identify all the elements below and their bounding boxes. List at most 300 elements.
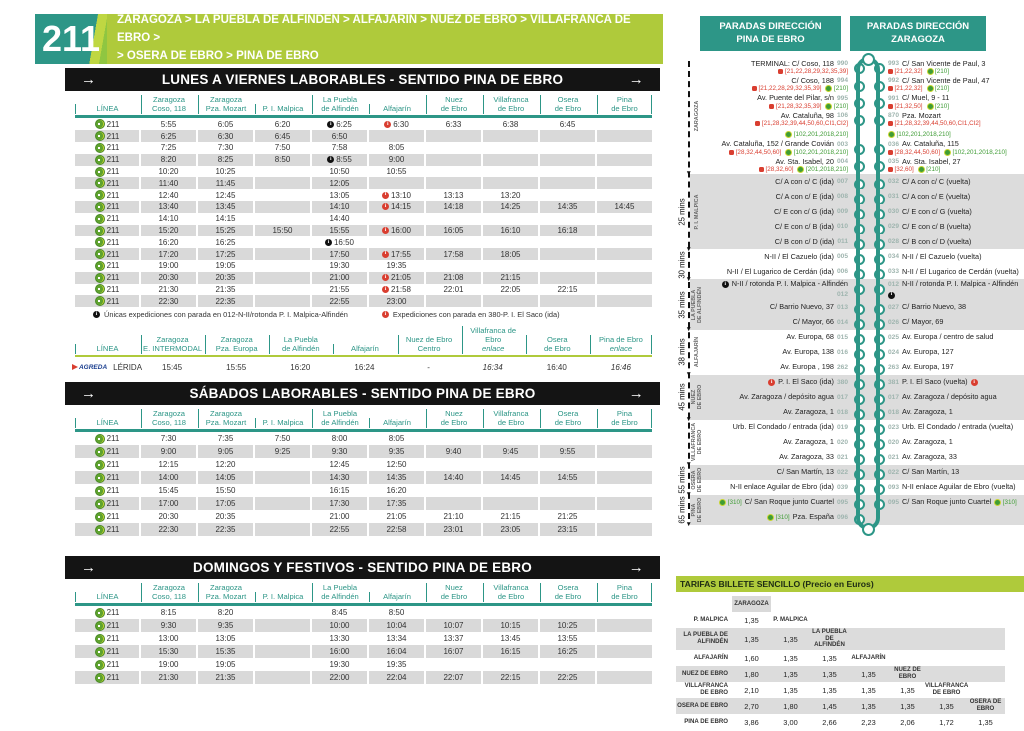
time-cell: 13:40 [141,201,196,213]
stop-number: 262 [836,363,848,371]
bus-line-icon [95,143,105,153]
column-headers [75,409,652,428]
stop-direction-pina [708,318,848,326]
stop-direction-pina [708,193,848,201]
time-cell: 9:45 [483,445,538,458]
stop-direction-zaragoza [888,208,1024,216]
stop-label: C/ E con c/ B (ida) 010 [774,221,848,231]
column-header: Zaragoza Pza. Mozart [198,95,253,114]
bus-line-icon [95,660,105,670]
line-cell: 211 [75,497,139,510]
bus-line-icon [95,499,105,509]
timetable-row [75,432,652,445]
stop-label: 027 C/ Barrio Nuevo, 38 [888,302,967,312]
time-cell: 13:37 [443,634,464,644]
timetable-row [75,177,652,189]
time-cell [597,213,652,225]
bus-line-icon [95,525,105,535]
stop-label: C/ Mayor, 66 014 [792,317,848,327]
time-cell: 7:30 [217,143,234,153]
stop-direction-pina [708,94,848,109]
timetable-row [75,671,652,684]
stop-number: 380 [836,378,848,386]
time-cell: 7:58 [331,143,348,153]
stop-number: 028 [888,238,900,246]
stop-direction-zaragoza [888,378,1024,386]
time-cell: 8:20 [141,154,196,166]
stop-number: 093 [888,483,900,491]
time-cell: 9:05 [198,445,253,458]
arrow-icon: → [81,385,97,402]
arrow-icon: → [628,71,644,88]
time-cell: 16:00 [312,645,367,658]
destinations-line1: ZARAGOZA > LA PUEBLA DE ALFINDÉN > ALFAJARÍN > NUEZ DE EBRO > VILLAFRANCA DE EBRO > [117,14,631,45]
connecting-lines [752,85,848,92]
timetable-row [75,606,652,619]
stop-direction-zaragoza [888,178,1024,186]
segment-arrow-icon: ▼ [685,169,692,177]
rail-cell [848,190,888,203]
bus-line-icon [95,447,105,457]
stop-direction-pina [708,280,848,299]
fare-value: 1,80 [732,666,771,682]
time-cell: 8:05 [388,143,405,153]
time-cell: 13:34 [386,634,407,644]
stop-number: 003 [836,140,848,148]
column-header: Osera de Ebro [540,95,595,114]
fare-value: 1,35 [744,615,759,625]
time-cell: 6:30 [198,130,253,142]
line-cell: 211 [75,484,139,497]
time-cell [540,484,595,497]
stop-direction-pina [708,483,848,491]
urban-lines-red: [21,28,32,35,39] [769,103,821,110]
time-cell: 17:30 [312,497,367,510]
line-cell: 211 [75,523,139,536]
bus-line-icon [95,273,105,283]
red-line-icon [888,69,893,74]
column-header: Osera de Ebro [540,409,595,428]
stop-number: 990 [836,59,848,67]
stop-label: 024 Av. Europa, 127 [888,347,954,357]
bus-line-icon [95,473,105,483]
time-cell [255,284,310,296]
time-cell: 17:50 [312,248,367,260]
stop-label: 263 Av. Europa, 197 [888,362,954,372]
time-cell [597,142,652,154]
route-rail-outbound [856,69,860,518]
fare-value: 1,35 [900,685,915,695]
stop-number: 095 [836,498,848,506]
fare-row-label: P. MALPICA [693,615,728,623]
time-cell: 6:45 [559,119,576,129]
time-cell: 12:45 [215,190,236,200]
time-cell: 10:55 [386,167,407,177]
fare-empty [849,628,888,650]
red-line-icon [778,69,783,74]
column-header: Nuez de Ebro Centro [398,335,460,354]
time-cell [597,432,652,445]
fare-value: 1,80 [771,698,810,714]
time-cell: 22:07 [426,671,481,684]
column-header: Zaragoza Pza. Europa [205,335,267,354]
time-cell: 10:00 [312,619,367,632]
info-red-icon: i [382,192,389,199]
fare-empty [888,612,927,628]
time-cell: 15:45 [162,362,183,372]
interurban-lines-green: [210] [918,166,941,173]
stop-number: 870 [888,112,900,120]
stop-label: 032 C/ A con c/ C (vuelta) [888,176,971,186]
fare-value: 1,35 [888,698,927,714]
rail-cell [848,112,888,139]
time-cell: 7:50 [274,434,291,444]
stop-number: 027 [888,303,900,311]
time-cell: 15:55 [312,225,367,237]
time-cell: 16:40 [546,362,567,372]
time-cell: 21:05 [386,512,407,522]
timetable-sunday [75,583,652,684]
rail-cell [848,301,888,314]
time-cell [483,260,538,272]
urban-lines-red: [21,22,28,29,32,35,39] [778,68,848,75]
line-cell: 211 [75,142,139,154]
time-cell [597,671,652,684]
connecting-lines [888,68,949,75]
fare-value: 1,35 [849,666,888,682]
travel-time-label: 55 mins [677,465,687,494]
red-line-icon [888,167,893,172]
time-cell: 6:50 [312,130,367,142]
time-cell: 14:10 [312,201,367,213]
bus-line-icon [95,647,105,657]
fare-value: 1,45 [810,698,849,714]
municipality-label: LA PUEBLA DE ALFINDÉN [691,286,703,323]
time-cell [597,510,652,523]
time-cell [255,177,310,189]
time-cell: 16:15 [483,645,538,658]
stop-label: 020 Av. Zaragoza, 1 [888,437,953,447]
lerida-line-cell: AGREDA LÉRIDA [75,357,139,377]
time-cell: 15:50 [255,225,310,237]
fare-diagonal-label: OSERA DE EBRO [966,698,1005,714]
time-cell: 19:00 [158,660,179,670]
red-line-icon [888,104,893,109]
line-cell: 211 [75,189,139,201]
stop-number: 008 [836,193,848,201]
stop-label: [310] Pza. España 096 [767,513,848,521]
fare-value: 2,66 [822,717,837,727]
column-header: Villafranca de Ebro [483,409,538,428]
fare-empty [927,666,966,682]
time-cell [483,484,538,497]
stop-number: 995 [836,94,848,102]
column-header: La Puebla de Alfindén [269,335,331,354]
time-cell [255,619,310,632]
connecting-lines [888,85,949,92]
rail-cell [848,140,888,155]
stop-label: C/ B con c/ D (ida) 011 [774,236,848,246]
bus-line-icon [95,261,105,271]
stop-direction-zaragoza [888,238,1024,246]
time-cell: 21:35 [215,284,236,294]
fare-value: 1,60 [744,653,759,663]
time-cell [597,236,652,248]
stop-direction-zaragoza [888,193,1024,201]
time-cell [255,295,310,307]
time-cell [426,484,481,497]
interurban-lines-green: [210] [927,68,950,75]
fare-value: 1,35 [849,698,888,714]
time-cell: i 6:30 [369,118,424,130]
time-cell [255,248,310,260]
time-cell: 14:05 [198,471,253,484]
timetable-row [75,225,652,237]
arrow-icon: → [628,559,644,576]
time-cell: 9:30 [312,445,367,458]
time-cell [255,497,310,510]
day-bar-sunday [65,556,660,579]
stop-label: 993 C/ San Vicente de Paul, 3 [888,58,986,68]
fare-empty [966,650,1005,666]
stop-label: 012 N-II / rotonda P. I. Malpica - Alfindén i [888,279,1019,298]
stop-direction-zaragoza [888,268,1024,276]
time-cell: 8:50 [388,608,405,618]
rail-cell [848,77,888,92]
time-cell: 8:00 [331,434,348,444]
time-cell [426,213,481,225]
stop-label: C/ Barrio Nuevo, 37 013 [769,302,848,312]
stop-label: Av. Zaragoza, 1 020 [783,437,848,447]
stop-number: 034 [888,253,900,261]
stop-label: 031 C/ A con c/ E (vuelta) [888,191,971,201]
time-cell [255,523,310,536]
timetable-row [75,619,652,632]
bus-line-icon [95,237,105,247]
time-cell: i 13:10 [369,189,424,201]
time-cell [255,671,310,684]
time-cell: 6:20 [274,119,291,129]
connecting-lines [888,120,1024,138]
stop-label: 025 Av. Europa / centro de salud [888,332,994,342]
time-cell: 13:20 [500,190,521,200]
stop-label: 036 Av. Cataluña, 115 [888,139,959,149]
stop-label: Av. Puente del Pilar, s/n 995 [757,93,848,103]
stop-label: TERMINAL: C/ Coso, 118 990 [750,58,848,68]
time-cell: 13:45 [198,201,253,213]
time-cell: 7:30 [160,434,177,444]
segment-arrow-icon: ▼ [685,325,692,333]
time-cell [426,142,481,154]
time-cell: 16:25 [215,237,236,247]
time-cell: 21:25 [557,512,578,522]
urban-lines-red: [21,22,28,29,32,35,39] [752,85,822,92]
time-cell: 8:50 [255,154,310,166]
info-red-icon: i [382,203,389,210]
stop-direction-pina [708,423,848,431]
time-cell: i 17:55 [369,248,424,260]
urban-lines-red: [21,22,32] [888,68,923,75]
info-red-icon: i [382,251,389,258]
destinations-line2: > OSERA DE EBRO > PINA DE EBRO [117,49,319,62]
agreda-logo-arrow [72,364,78,370]
stop-label: 022 C/ San Martín, 13 [888,467,960,477]
stop-direction-zaragoza [888,393,1024,401]
time-cell: 23:05 [483,523,538,536]
time-cell: 14:35 [369,471,424,484]
timetable-row [75,284,652,296]
time-cell: 10:25 [540,619,595,632]
rail-cell [848,205,888,218]
stop-number: 993 [888,59,900,67]
time-cell [540,295,595,307]
time-cell: i 21:58 [369,284,424,296]
column-header: P. I. Malpica [255,418,310,429]
line-cell: 211 [75,445,139,458]
stop-direction-zaragoza [888,60,1024,75]
rail-cell [848,220,888,233]
line-cell: 211 [75,154,139,166]
fares-grid [676,596,1024,730]
time-cell: 14:00 [141,471,196,484]
column-header: Villafranca de Ebro enlace [462,326,524,354]
connecting-lines [708,120,848,138]
stop-label: 991 C/ Muel, 9 - 11 [888,93,950,103]
time-cell [597,166,652,178]
stop-label: 017 Av. Zaragoza / depósito agua [888,392,997,402]
stop-number: 004 [836,158,848,166]
stop-direction-pina [708,438,848,446]
fare-corner [676,596,732,612]
time-cell: 14:35 [540,201,595,213]
time-cell: 20:30 [141,272,196,284]
stop-number: 012 [888,280,900,288]
fare-empty [927,612,966,628]
line-cell: 211 [75,632,139,645]
time-cell [540,130,595,142]
timetable-row [75,248,652,260]
time-cell: 21:10 [443,512,464,522]
time-cell: 11:45 [198,177,253,189]
terminal-marker-pina [862,523,875,536]
time-cell: 23:15 [540,523,595,536]
time-cell: 21:15 [500,512,521,522]
time-cell [483,177,538,189]
column-headers [75,583,652,602]
column-header: Villafranca de Ebro [483,583,538,602]
time-cell [540,142,595,154]
stop-number: 992 [888,77,900,85]
fare-value: 1,35 [822,653,837,663]
fare-empty [849,596,888,612]
time-cell: 22:30 [141,295,196,307]
fare-value: 1,35 [771,628,810,650]
stop-label: Av. Cataluña, 98 106 [780,110,848,120]
stop-direction-zaragoza [888,468,1024,476]
time-cell: 14:45 [597,201,652,213]
fare-value: 2,23 [861,717,876,727]
red-line-icon [759,167,764,172]
time-cell: 12:40 [158,190,179,200]
stop-direction-pina [708,348,848,356]
time-cell: 12:45 [329,460,350,470]
time-cell: 11:40 [141,177,196,189]
rail-cell [848,361,888,374]
travel-time-label: 30 mins [677,250,687,279]
interurban-lines-green: [310] [767,514,790,521]
time-cell: 14:30 [312,471,367,484]
line-cell: 211 [75,272,139,284]
timetable-row [75,189,652,201]
stops-panel-headers [700,16,1024,51]
timetable-row [75,484,652,497]
connecting-lines [729,149,848,156]
fare-origin-header: ZARAGOZA [732,596,771,612]
time-cell [426,432,481,445]
column-header: LÍNEA [75,344,139,355]
time-cell: 22:15 [557,284,578,294]
time-cell: 15:30 [141,645,196,658]
time-cell: 10:04 [369,619,424,632]
time-cell: 20:35 [215,512,236,522]
line-cell: 211 [75,236,139,248]
column-headers [75,326,652,354]
column-header: LÍNEA [75,592,139,603]
column-header: Osera de Ebro [540,583,595,602]
stop-number: 025 [888,333,900,341]
stop-label: i P. I. El Saco (ida) 380 [768,378,848,386]
time-cell [483,154,538,166]
bus-line-icon [95,608,105,618]
travel-time-label: 65 mins [677,495,687,524]
line-cell: 211 [75,619,139,632]
time-cell [255,201,310,213]
stop-label: C/ A con c/ C (ida) 007 [775,176,848,186]
bus-line-icon [95,226,105,236]
time-cell: 6:33 [445,119,462,129]
time-cell: 21:30 [141,671,196,684]
info-black-icon: i [327,121,334,128]
time-cell [597,295,652,307]
stop-number: 010 [836,223,848,231]
bus-line-icon [95,634,105,644]
fare-empty [966,612,1005,628]
green-line-icon [994,499,1001,506]
stop-direction-pina [708,268,848,276]
column-header: Zaragoza Coso, 118 [141,409,196,428]
green-line-icon [825,85,832,92]
time-cell [597,523,652,536]
lerida-table [75,326,652,377]
time-cell: i 14:15 [369,201,424,213]
column-header: Zaragoza E. INTERMODAL [141,335,203,354]
time-cell: 14:45 [483,471,538,484]
stop-label: 870 Pza. Mozart [888,110,941,120]
column-header: LÍNEA [75,418,139,429]
fare-diagonal-label: VILLAFRANCA DE EBRO [924,682,969,697]
timetable-row [75,130,652,142]
info-black-icon: i [327,156,334,163]
stop-number: 018 [888,408,900,416]
stop-direction-pina [708,158,848,173]
stop-number: 263 [888,363,900,371]
agreda-logo: AGREDA [72,364,107,371]
connecting-lines [888,166,940,173]
stop-direction-pina [708,238,848,246]
stop-number: 035 [888,158,900,166]
stop-direction-pina [708,140,848,155]
stop-label: Av. Zaragoza, 1 018 [783,407,848,417]
